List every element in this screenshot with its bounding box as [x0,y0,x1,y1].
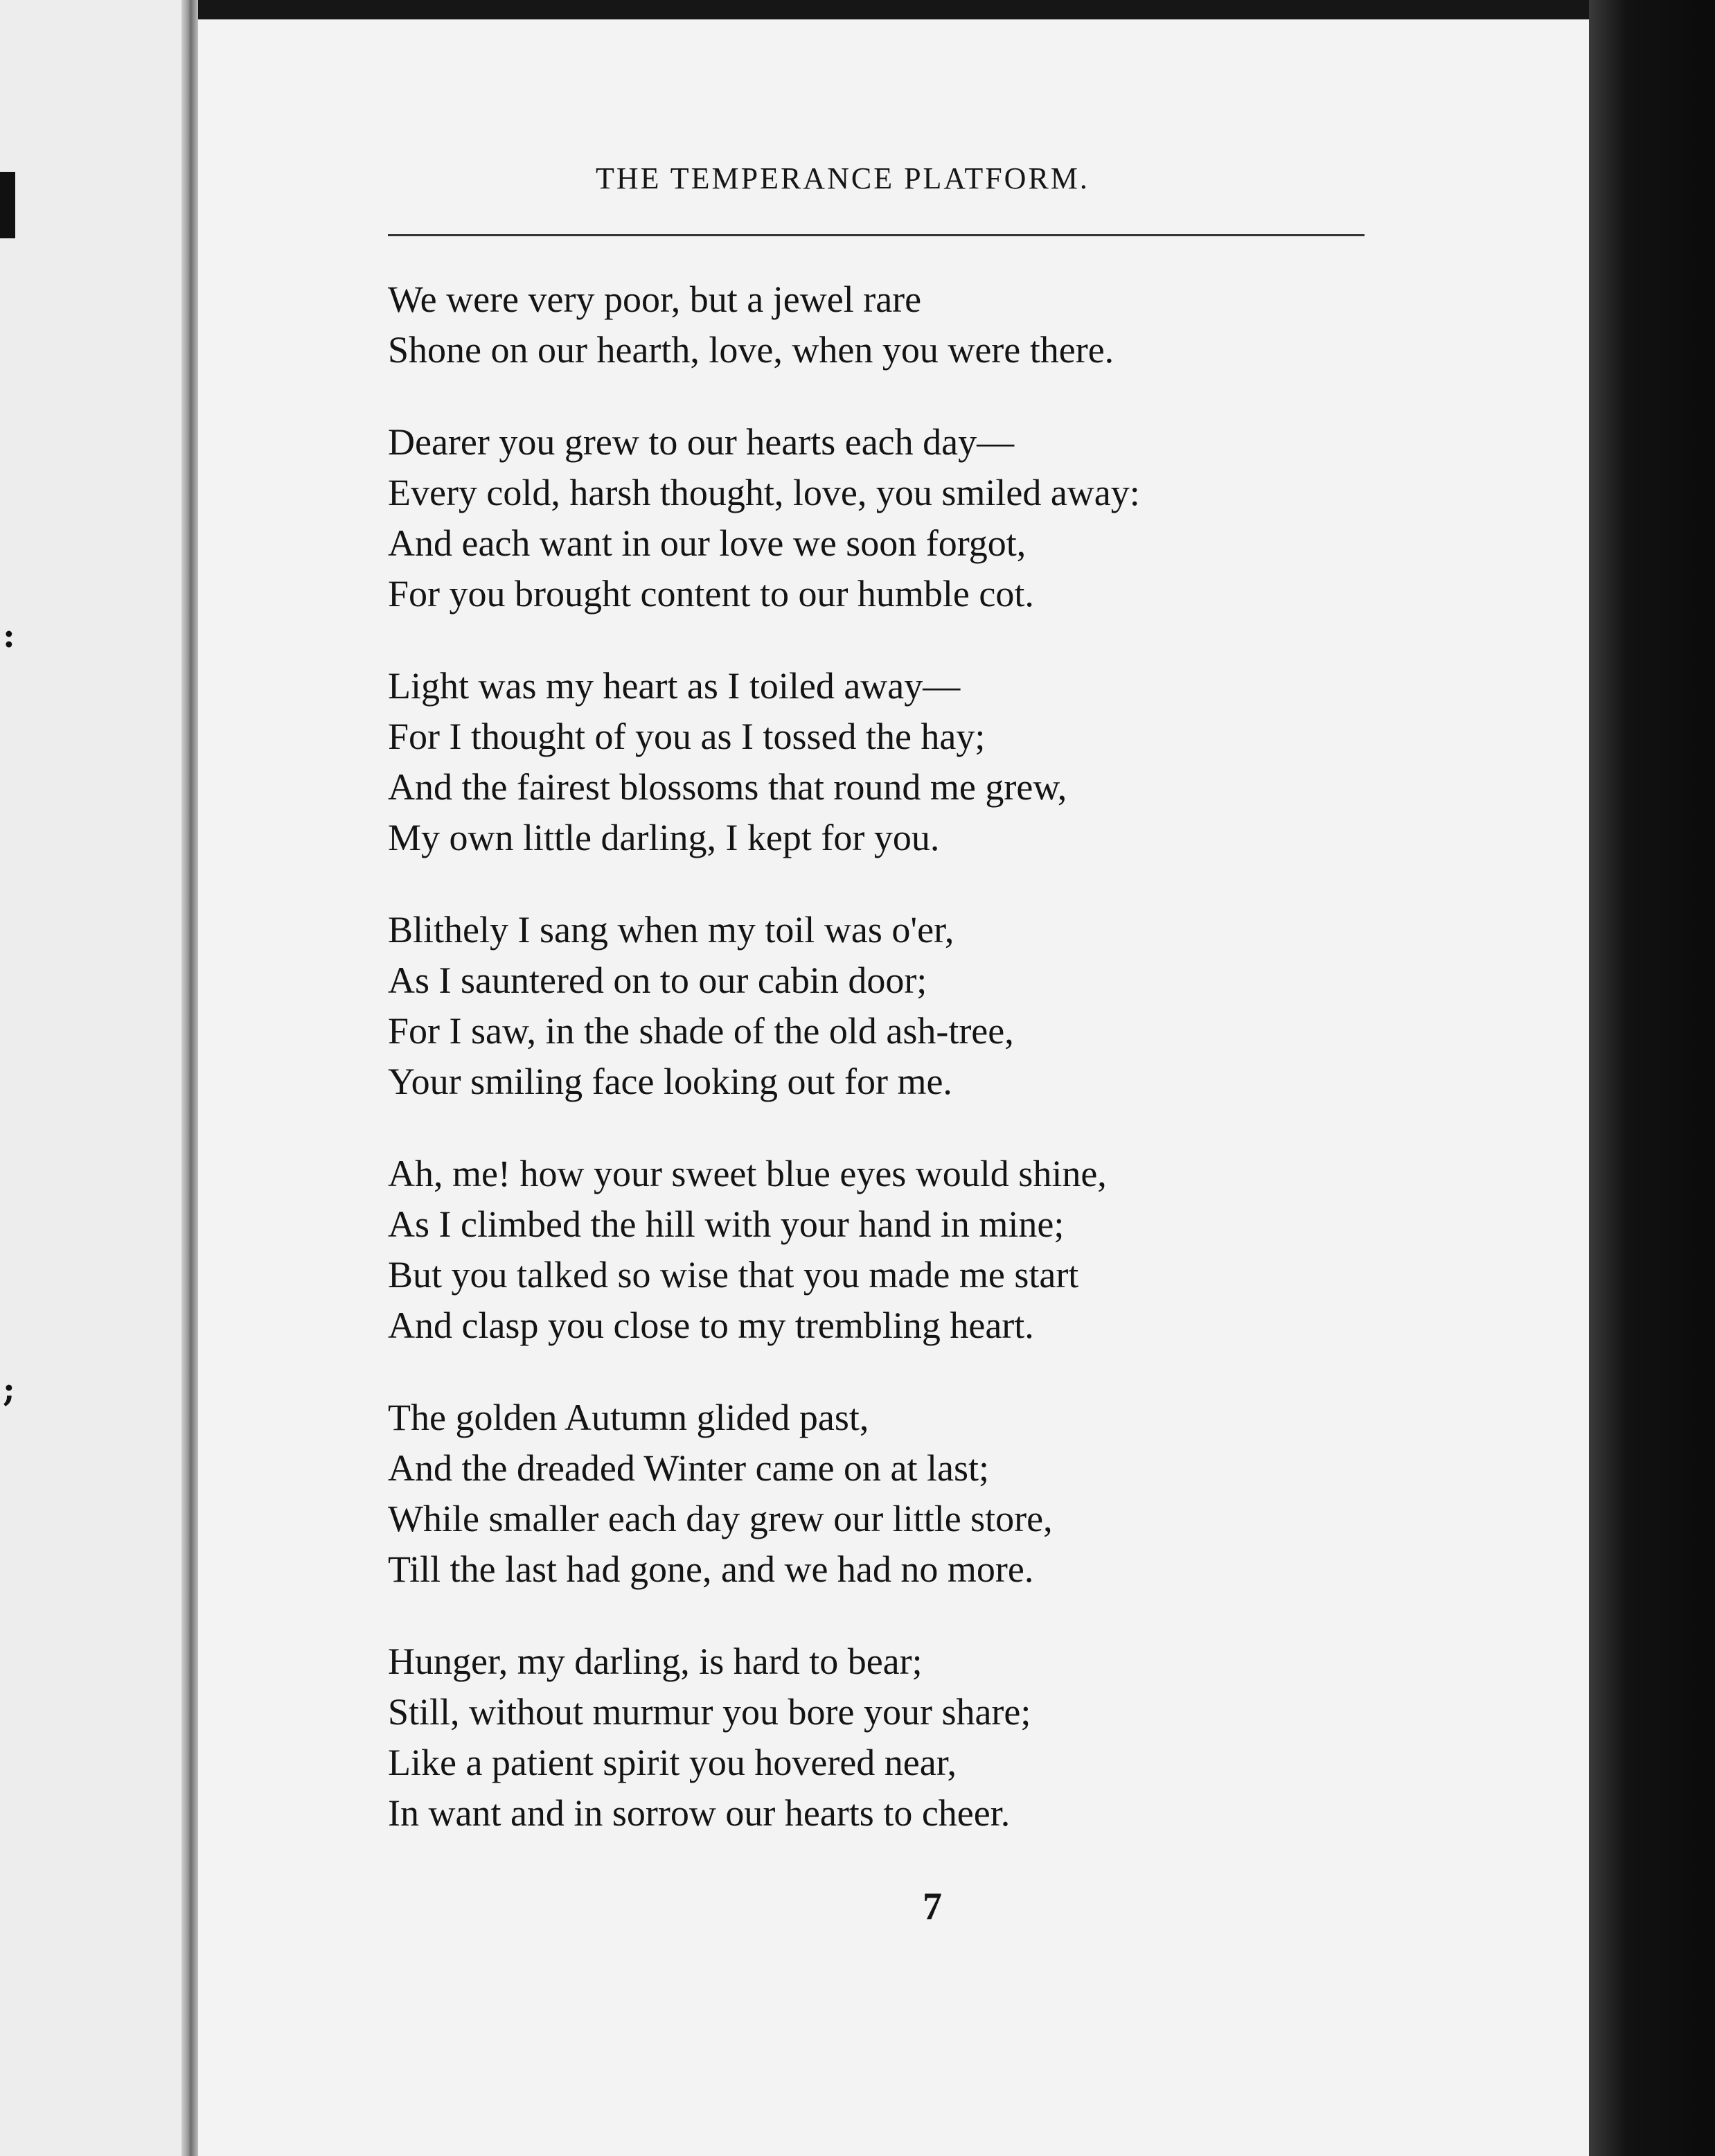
poem-line: My own little darling, I kept for you. [388,817,940,858]
poem-line: While smaller each day grew our little store, [388,1498,1053,1539]
stanza [388,1149,1427,1351]
stanza [388,905,1427,1107]
poem-line: Like a patient spirit you hovered near, [388,1742,957,1783]
stanza [388,1636,1427,1839]
poem-line: And the fairest blossoms that round me grew, [388,766,1067,808]
poem-line: For I saw, in the shade of the old ash-tree, [388,1010,1014,1052]
poem-line: But you talked so wise that you made me start [388,1254,1079,1296]
poem-line: As I sauntered on to our cabin door; [388,960,927,1001]
poem-line: Hunger, my darling, is hard to bear; [388,1641,923,1682]
poem-line: And the dreaded Winter came on at last; [388,1447,990,1489]
poem-line: In want and in sorrow our hearts to cheer. [388,1792,1011,1834]
facing-page-fragment: : [3,617,15,655]
poem-line: Dearer you grew to our hearts each day— [388,421,1015,463]
facing-page [0,0,181,2156]
poem-line: The golden Autumn glided past, [388,1397,869,1438]
poem-line: Light was my heart as I toiled away— [388,665,961,707]
book-gutter [181,0,198,2156]
poem-line: For you brought content to our humble cot. [388,573,1034,615]
poem-line: We were very poor, but a jewel rare [388,279,922,320]
header-rule [388,234,1365,236]
poem [388,274,1427,1880]
poem-line: Blithely I sang when my toil was o'er, [388,909,954,951]
stanza [388,1393,1427,1595]
stanza [388,661,1427,863]
stanza [388,417,1427,619]
running-head: THE TEMPERANCE PLATFORM. [596,161,1090,195]
poem-line: For I thought of you as I tossed the hay; [388,716,986,757]
page-top-edge [198,0,1589,19]
poem-line: Every cold, harsh thought, love, you smiled away: [388,472,1140,513]
poem-line: Ah, me! how your sweet blue eyes would shine, [388,1153,1107,1194]
page-right-edge [1589,0,1715,2156]
poem-line: Your smiling face looking out for me. [388,1061,952,1102]
facing-page-fragment: ; [3,1370,15,1409]
poem-line: Still, without murmur you bore your share; [388,1691,1031,1733]
poem-line: And clasp you close to my trembling heart. [388,1305,1034,1346]
poem-line: Till the last had gone, and we had no more. [388,1548,1034,1590]
page-number: 7 [923,1885,942,1928]
stanza [388,274,1427,375]
poem-line: Shone on our hearth, love, when you were there. [388,329,1114,371]
facing-page-ornament [0,172,15,238]
poem-line: And each want in our love we soon forgot, [388,522,1027,564]
poem-line: As I climbed the hill with your hand in mine; [388,1203,1065,1245]
